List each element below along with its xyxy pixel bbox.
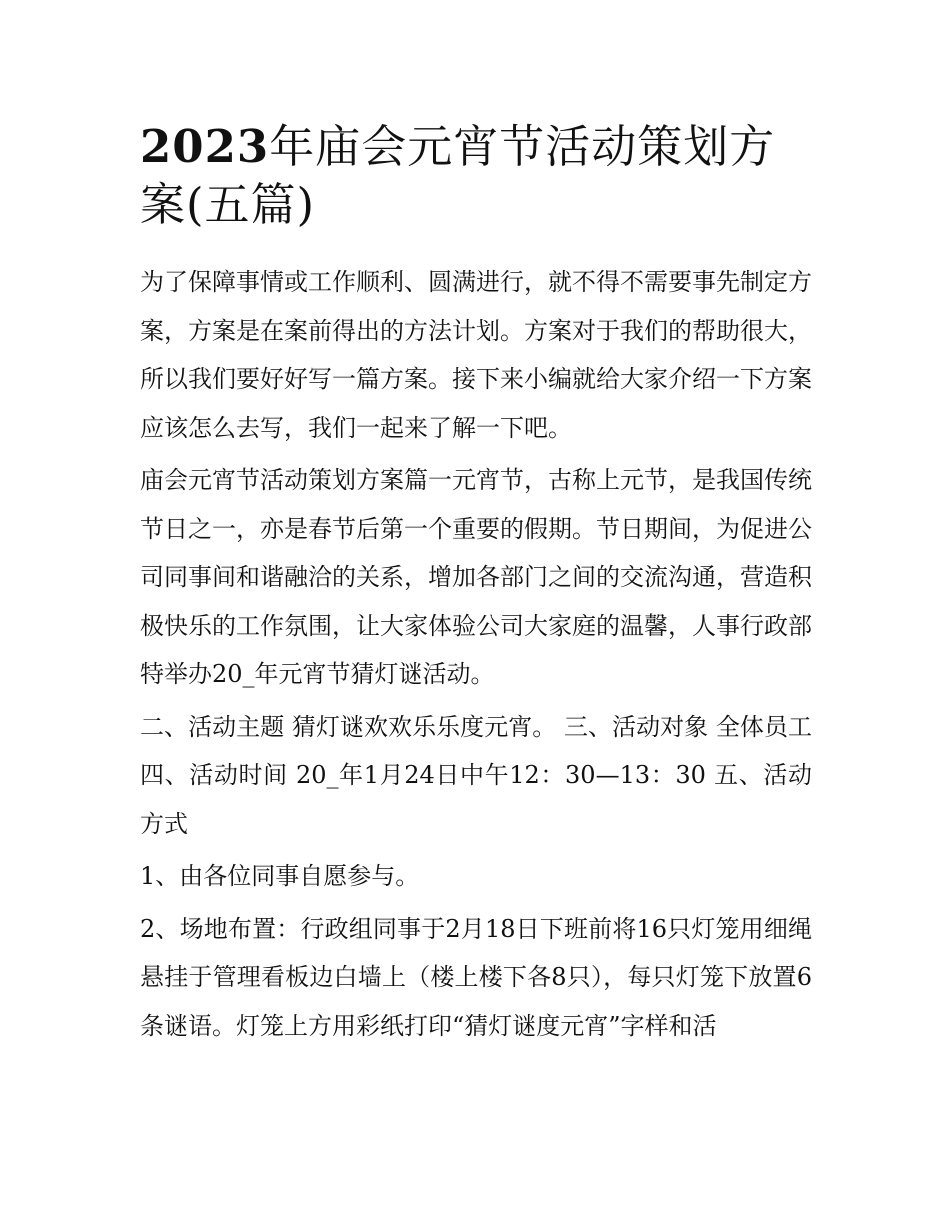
title-text: 年庙会元宵节活动策划方案(五篇): [140, 120, 776, 231]
activity-details-paragraph: 二、活动主题 猜灯谜欢欢乐乐度元宵。 三、活动对象 全体员工 四、活动时间 20_年1月24日中午12：30—13：30 五、活动方式: [140, 712, 812, 838]
intro-paragraph: 为了保障事情或工作顺利、圆满进行，就不得不需要事先制定方案，方案是在案前得出的方法计划。方案对于我们的帮助很大，所以我们要好好写一篇方案。接下来小编就给大家介绍一下方案应该怎么去写，我们一起来了解一下吧。: [140, 268, 812, 442]
title-year: 2023: [140, 120, 270, 173]
document-title: [140, 118, 812, 234]
item-1-paragraph: 1、由各位同事自愿参与。: [140, 862, 420, 890]
section-one-paragraph: 庙会元宵节活动策划方案篇一元宵节，古称上元节，是我国传统节日之一，亦是春节后第一个重要的假期。节日期间，为促进公司同事间和谐融洽的关系，增加各部门之间的交流沟通，营造积极快乐的工作氛围，让大家体验公司大家庭的温馨，人事行政部特举办20_年元宵节猜灯谜活动。: [140, 466, 812, 688]
item-2-paragraph: 2、场地布置：行政组同事于2月18日下班前将16只灯笼用细绳悬挂于管理看板边白墙上（楼上楼下各8只），每只灯笼下放置6条谜语。灯笼上方用彩纸打印“猜灯谜度元宵”字样和活: [140, 914, 812, 1040]
document-body: [140, 118, 812, 1050]
